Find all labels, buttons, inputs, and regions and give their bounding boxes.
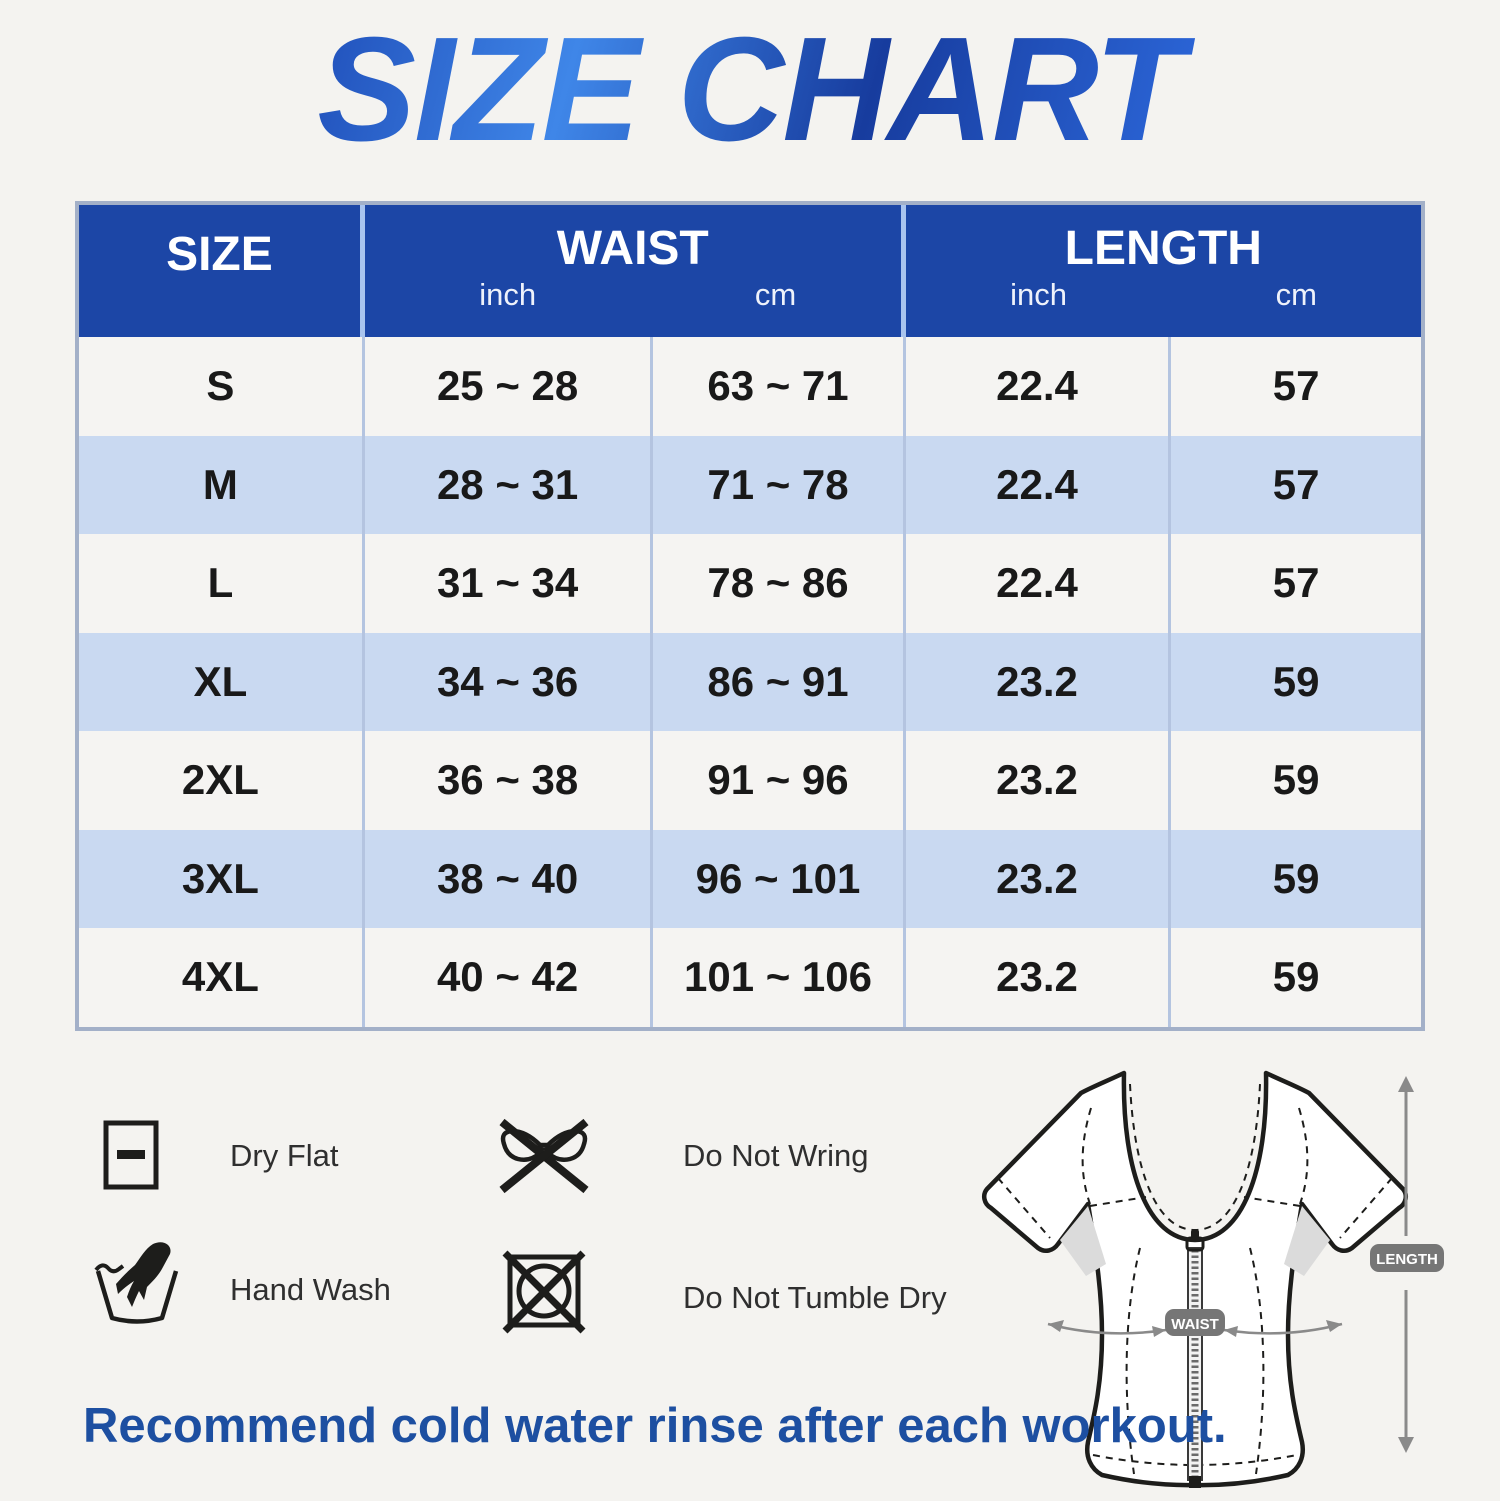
header-size: SIZE — [79, 205, 365, 337]
length-cm-cell: 57 — [1272, 460, 1320, 508]
header-length-inch: inch — [1010, 277, 1068, 312]
footer-note: Recommend cold water rinse after each workout. — [83, 1399, 1227, 1453]
size-cell: XL — [79, 633, 365, 732]
length-cm-cell: 57 — [1272, 559, 1320, 607]
dry-flat-icon — [103, 1120, 159, 1195]
hand-wash-icon — [93, 1240, 181, 1333]
page-title: SIZE CHART — [0, 16, 1500, 164]
waist-cm-cell: 86 ~ 91 — [653, 633, 905, 732]
table-row — [79, 928, 1421, 1027]
waist-cm-cell: 96 ~ 101 — [653, 830, 905, 929]
waist-inch-cell: 34 ~ 36 — [365, 633, 654, 732]
waist-cm-cell: 78 ~ 86 — [653, 534, 905, 633]
waist-inch-cell: 31 ~ 34 — [365, 534, 654, 633]
length-inch-cell: 22.4 — [906, 337, 1172, 436]
size-table-header — [79, 205, 1421, 337]
header-length: LENGTH — [1064, 222, 1262, 275]
table-row — [79, 534, 1421, 633]
table-row — [79, 830, 1421, 929]
header-waist-group — [365, 205, 906, 337]
length-inch-cell: 22.4 — [906, 436, 1172, 535]
size-table — [75, 201, 1425, 1031]
header-length-cm: cm — [1275, 277, 1317, 312]
care-label: Hand Wash — [230, 1272, 391, 1307]
size-cell: L — [79, 534, 365, 633]
length-cm-cell: 59 — [1272, 854, 1320, 902]
do-not-wring-icon — [492, 1116, 596, 1203]
table-row — [79, 633, 1421, 732]
table-row — [79, 731, 1421, 830]
waist-inch-cell: 38 ~ 40 — [365, 830, 654, 929]
care-label: Do Not Tumble Dry — [683, 1280, 947, 1315]
length-cm-cell: 59 — [1272, 756, 1320, 804]
waist-inch-cell: 40 ~ 42 — [365, 928, 654, 1027]
length-inch-cell: 22.4 — [906, 534, 1172, 633]
care-label: Dry Flat — [230, 1138, 339, 1173]
length-cm-cell: 59 — [1272, 953, 1320, 1001]
size-cell: M — [79, 436, 365, 535]
header-waist: WAIST — [556, 222, 709, 275]
size-cell: S — [79, 337, 365, 436]
header-waist-inch: inch — [479, 277, 537, 312]
care-label: Do Not Wring — [683, 1138, 869, 1173]
header-length-group — [906, 205, 1421, 337]
size-cell: 4XL — [79, 928, 365, 1027]
waist-label: WAIST — [1171, 1316, 1219, 1333]
header-waist-cm: cm — [754, 277, 797, 312]
waist-inch-cell: 28 ~ 31 — [365, 436, 654, 535]
waist-cm-cell: 91 ~ 96 — [653, 731, 905, 830]
size-cell: 3XL — [79, 830, 365, 929]
length-inch-cell: 23.2 — [906, 928, 1172, 1027]
do-not-tumble-dry-icon — [501, 1250, 587, 1339]
waist-cm-cell: 101 ~ 106 — [653, 928, 905, 1027]
waist-inch-cell: 36 ~ 38 — [365, 731, 654, 830]
table-row — [79, 436, 1421, 535]
length-inch-cell: 23.2 — [906, 633, 1172, 732]
length-inch-cell: 23.2 — [906, 731, 1172, 830]
length-inch-cell: 23.2 — [906, 830, 1172, 929]
waist-cm-cell: 71 ~ 78 — [653, 436, 905, 535]
waist-inch-cell: 25 ~ 28 — [365, 337, 654, 436]
length-cm-cell: 57 — [1272, 362, 1320, 410]
length-cm-cell: 59 — [1272, 657, 1320, 705]
table-row — [79, 337, 1421, 436]
waist-cm-cell: 63 ~ 71 — [653, 337, 905, 436]
length-label: LENGTH — [1376, 1251, 1438, 1268]
size-cell: 2XL — [79, 731, 365, 830]
